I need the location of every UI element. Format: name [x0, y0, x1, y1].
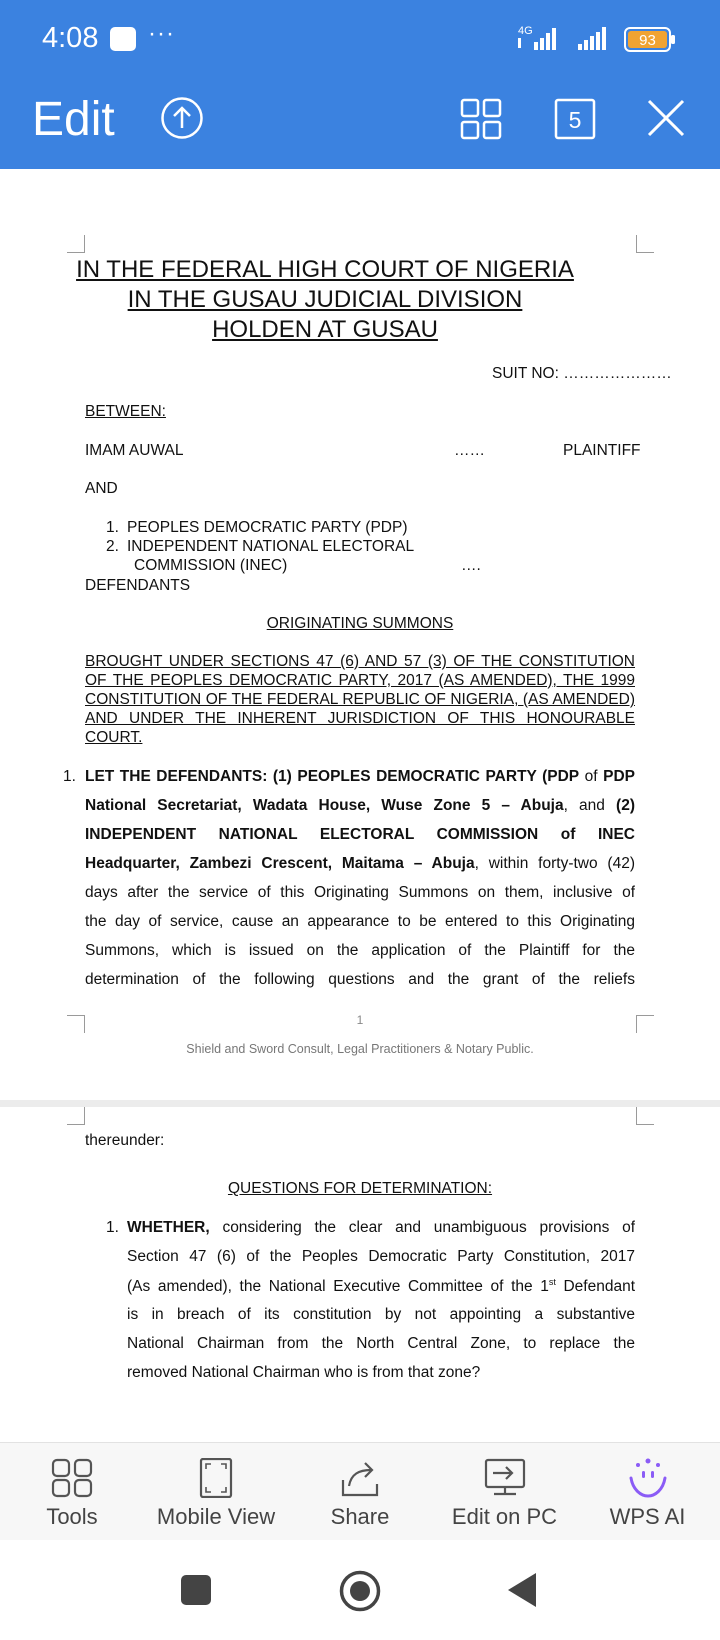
paragraph-1-line-8: determination of the following questions and the grant of the reliefs [85, 971, 635, 988]
edit-title: Edit [32, 93, 115, 146]
paragraph-1-line-3 [85, 826, 635, 844]
edit-on-pc-button[interactable] [437, 1443, 572, 1541]
plaintiff-dots: …… [454, 442, 485, 459]
defendants-label: DEFENDANTS [85, 577, 191, 594]
recents-button[interactable] [180, 1574, 212, 1606]
paragraph-1-line-2-num: (2) [616, 797, 635, 814]
defendant-1: PEOPLES DEMOCRATIC PARTY (PDP) [127, 519, 408, 536]
share-button[interactable] [310, 1443, 410, 1541]
question-1-number: 1. [106, 1219, 119, 1236]
brought-under-line-1: BROUGHT UNDER SECTIONS 47 (6) AND 57 (3) OF THE CONSTITUTION [85, 653, 635, 670]
pages-count-button[interactable] [554, 98, 596, 140]
tools-icon [51, 1458, 93, 1498]
paragraph-1-number: 1. [63, 768, 76, 785]
page-number: 1 [356, 1013, 364, 1027]
question-1-line-6: removed National Chairman who is from that zone? [127, 1364, 481, 1381]
paragraph-1-line-4-bold: Headquarter, Zambezi Crescent, Maitama – Abuja [85, 855, 475, 872]
share-icon [339, 1458, 381, 1498]
and-label: AND [85, 480, 118, 497]
defendant-1-number: 1. [106, 519, 119, 536]
questions-title: QUESTIONS FOR DETERMINATION: [227, 1180, 493, 1197]
bottom-toolbar [0, 1442, 720, 1540]
notification-icon [110, 27, 136, 51]
paragraph-1-line-4-normal: , within forty-two (42) [474, 855, 635, 872]
margin-corner-top-left-page-2 [67, 1107, 85, 1125]
edit-on-pc-label: Edit on PC [451, 1504, 558, 1529]
paragraph-1-line-1-bold: LET THE DEFENDANTS: (1) PEOPLES DEMOCRATIC PARTY (PDP [85, 768, 580, 785]
question-1-line-3-defendant: Defendant [563, 1278, 635, 1296]
margin-corner-top-right-page-2 [636, 1107, 654, 1125]
document-page-2 [0, 1107, 720, 1442]
suit-number: SUIT NO: ………………… [492, 365, 672, 382]
defendant-2-line-1: INDEPENDENT NATIONAL ELECTORAL [127, 538, 415, 555]
pages-count: 5 [568, 107, 582, 133]
battery-icon [624, 27, 676, 52]
paragraph-1-line-7: Summons, which is issued on the application of the Plaintiff for the [85, 942, 635, 959]
wps-ai-label: WPS AI [609, 1504, 686, 1529]
defendant-2-line-2: COMMISSION (INEC) [134, 557, 288, 574]
wps-ai-button[interactable] [595, 1443, 700, 1541]
signal-4g-icon [516, 24, 564, 52]
paragraph-1-line-6: the day of service, cause an appearance to be entered to this Originating [85, 913, 635, 930]
question-1-line-1 [127, 1219, 635, 1237]
share-label: Share [330, 1504, 390, 1529]
plaintiff-label: PLAINTIFF [563, 442, 641, 459]
tools-button[interactable] [22, 1443, 122, 1541]
question-1-whether: WHETHER, [127, 1219, 210, 1236]
wps-ai-icon [627, 1458, 669, 1498]
margin-corner-top-right [636, 235, 654, 253]
brought-under-line-5: COURT. [85, 729, 143, 746]
defendant-2-number: 2. [106, 538, 119, 555]
paragraph-1-line-2 [85, 797, 635, 815]
question-1-line-4: is in breach of its constitution by not appointing a substantive [127, 1306, 635, 1323]
upload-icon[interactable] [160, 96, 204, 140]
document-view[interactable] [0, 169, 720, 1442]
paragraph-1-line-4 [85, 855, 635, 873]
status-time: 4:08 [42, 22, 99, 54]
question-1-line-3-text: (As amended), the National Executive Committee of the 1 [127, 1278, 549, 1296]
mobile-view-button[interactable] [141, 1443, 291, 1541]
plaintiff-name: IMAM AUWAL [85, 442, 184, 459]
paragraph-1-line-1-pdp: PDP [603, 768, 635, 785]
brought-under-line-2: OF THE PEOPLES DEMOCRATIC PARTY, 2017 (AS AMENDED), THE 1999 [85, 672, 635, 689]
thereunder-text: thereunder: [85, 1132, 165, 1149]
battery-level: 93 [639, 32, 656, 49]
document-page-1 [0, 169, 720, 1101]
mobile-view-icon [199, 1458, 233, 1498]
back-button[interactable] [506, 1572, 538, 1608]
signal-icon [572, 24, 620, 52]
court-heading-line-1: IN THE FEDERAL HIGH COURT OF NIGERIA [76, 256, 574, 283]
app-header [0, 0, 720, 169]
originating-summons-title: ORIGINATING SUMMONS [266, 615, 454, 632]
paragraph-1-line-5: days after the service of this Originating Summons on them, inclusive of [85, 884, 635, 901]
tools-label: Tools [46, 1504, 98, 1529]
defendant-dots: …. [461, 557, 481, 574]
paragraph-1-line-3-bold: INDEPENDENT NATIONAL ELECTORAL COMMISSION of INEC [85, 826, 635, 843]
margin-corner-top-left [67, 235, 85, 253]
system-nav-bar [0, 1540, 720, 1640]
grid-view-icon[interactable] [460, 98, 502, 140]
brought-under-line-3: CONSTITUTION OF THE FEDERAL REPUBLIC OF NIGERIA, (AS AMENDED) [85, 691, 635, 708]
court-heading-line-3: HOLDEN AT GUSAU [212, 316, 438, 343]
between-label: BETWEEN: [85, 403, 166, 420]
question-1-line-2: Section 47 (6) of the Peoples Democratic Party Constitution, 2017 [127, 1248, 635, 1265]
brought-under-line-4: AND UNDER THE INHERENT JURISDICTION OF THIS HONOURABLE [85, 710, 635, 727]
question-1-line-3 [127, 1277, 635, 1296]
close-icon[interactable] [646, 98, 686, 138]
mobile-view-label: Mobile View [156, 1504, 276, 1529]
more-notifications-icon: ··· [148, 20, 175, 47]
edit-on-pc-icon [484, 1458, 526, 1498]
paragraph-1-line-2-bold: National Secretariat, Wadata House, Wuse Zone 5 – Abuja [85, 797, 564, 814]
question-1-superscript: st [548, 1277, 556, 1287]
network-type-label: 4G [518, 25, 533, 37]
court-heading-line-2: IN THE GUSAU JUDICIAL DIVISION [127, 286, 523, 313]
home-button[interactable] [339, 1570, 381, 1612]
paragraph-1-line-2-and: , and [563, 797, 605, 814]
page-footer: Shield and Sword Consult, Legal Practitioners & Notary Public. [186, 1042, 534, 1056]
paragraph-1-line-1 [85, 768, 635, 786]
page-separator [0, 1100, 720, 1107]
question-1-line-5: National Chairman from the North Central Zone, to replace the [127, 1335, 635, 1352]
paragraph-1-line-1-of: of [584, 768, 598, 785]
question-1-line-1-text: considering the clear and unambiguous provisions of [222, 1219, 635, 1236]
